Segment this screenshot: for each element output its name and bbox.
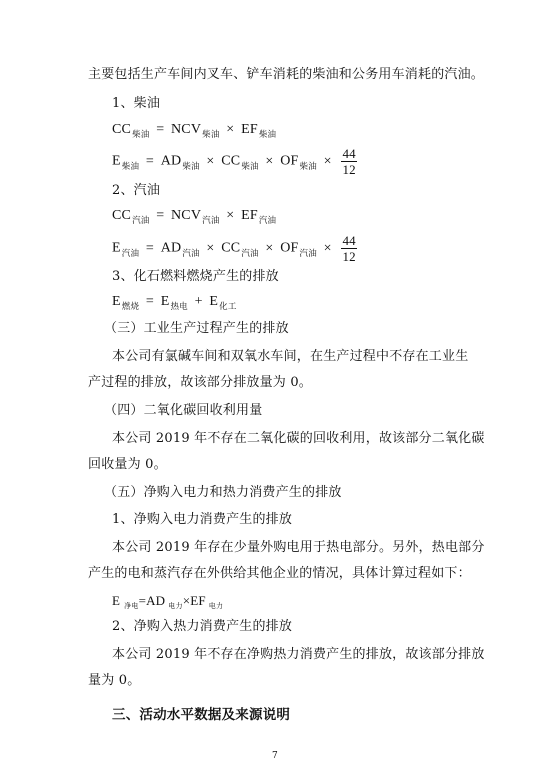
eq-subscript: 汽油 [202,215,220,225]
eq-subscript: 热电 [170,301,188,311]
eq-subscript: 化工 [219,301,237,311]
heading-purchased-heat: 2、净购入热力消费产生的排放 [112,619,293,634]
fraction-numerator: 44 [342,233,356,248]
eq-operator: × [265,153,274,169]
fraction-denominator: 12 [342,162,356,177]
eq-operator: = [145,240,154,256]
eq-operator: = [145,153,154,169]
equation-e-gasoline [112,233,357,264]
heading-co2-recovery: （四）二氧化碳回收利用量 [104,403,263,418]
paragraph-elec-line1: 本公司 2019 年存在少量外购电用于热电部分。另外，热电部分 [112,540,485,555]
eq-operator: = [156,122,165,137]
fraction [341,233,356,264]
eq-symbol: CC [221,153,241,169]
eq-subscript: 净电 [124,602,139,610]
eq-operator: × [265,240,274,256]
fraction-denominator: 12 [342,249,356,264]
eq-subscript: 燃烧 [121,301,140,311]
eq-operator: × [206,240,215,256]
eq-operator: = [156,208,165,223]
eq-symbol: ×EF [182,593,206,608]
eq-symbol: CC [112,122,132,137]
eq-symbol: OF [280,153,299,169]
equation-cc-diesel [112,121,276,139]
eq-operator: × [226,208,235,223]
eq-subscript: 汽油 [299,247,317,258]
eq-subscript: 柴油 [299,160,317,171]
equation-e-diesel [112,146,357,177]
paragraph-heat-line2: 量为 0。 [88,673,141,688]
heading-purchased-electricity: 1、净购入电力消费产生的排放 [112,512,293,527]
eq-subscript: 汽油 [182,247,200,258]
eq-subscript: 汽油 [121,247,140,258]
eq-symbol: EF [241,208,258,223]
paragraph-industrial-line1: 本公司有氯碱车间和双氧水车间，在生产过程中不存在工业生 [112,349,469,364]
paragraph-heat-line1: 本公司 2019 年不存在净购热力消费产生的排放，故该部分排放 [112,647,485,662]
heading-gasoline: 2、汽油 [112,183,161,198]
paragraph-co2-line1: 本公司 2019 年不存在二氧化碳的回收利用，故该部分二氧化碳 [112,431,485,446]
eq-subscript: 柴油 [241,160,259,171]
paragraph-industrial-line2: 产过程的排放，故该部分排放量为 0。 [88,375,313,390]
eq-subscript: 柴油 [258,129,277,139]
eq-symbol: E [112,153,121,169]
eq-subscript: 电力 [208,602,224,610]
eq-operator: × [206,153,215,169]
eq-symbol: E [160,294,170,309]
equation-e-net-electricity [112,592,223,612]
eq-symbol: AD [160,240,182,256]
heading-fossil-fuel: 3、化石燃料燃烧产生的排放 [112,269,279,284]
eq-symbol: E [112,294,121,309]
eq-subscript: 电力 [168,602,183,610]
eq-subscript: 汽油 [132,215,150,225]
fraction-numerator: 44 [342,146,356,161]
eq-symbol: CC [221,240,241,256]
heading-diesel: 1、柴油 [112,96,161,111]
eq-operator: × [226,122,235,137]
page-number: 7 [272,751,278,761]
eq-subscript: 汽油 [241,247,259,258]
eq-symbol: =AD [138,593,166,608]
eq-operator: × [323,240,332,256]
eq-subscript: 柴油 [121,160,140,171]
paragraph-elec-line2: 产生的电和蒸汽存在外供给其他企业的情况，具体计算过程如下： [88,566,471,581]
eq-symbol: AD [160,153,182,169]
equation-cc-gasoline [112,207,276,225]
section-heading-activity-data: 三、活动水平数据及来源说明 [112,707,291,723]
eq-symbol: E [112,240,121,256]
eq-subscript: 汽油 [258,215,277,225]
eq-symbol: E [209,294,219,309]
eq-subscript: 柴油 [182,160,200,171]
paragraph-intro: 主要包括生产车间内叉车、铲车消耗的柴油和公务用车消耗的汽油。 [88,67,485,82]
eq-symbol: NCV [171,122,202,137]
eq-subscript: 柴油 [202,129,220,139]
paragraph-co2-line2: 回收量为 0。 [88,457,167,472]
eq-symbol: OF [280,240,299,256]
eq-symbol: EF [241,122,258,137]
heading-purchased-energy: （五）净购入电力和热力消费产生的排放 [104,485,342,500]
eq-subscript: 柴油 [132,129,150,139]
eq-symbol: CC [112,208,132,223]
equation-e-burn [112,293,237,311]
eq-operator: + [194,294,203,309]
fraction [341,146,356,177]
eq-operator: = [145,294,154,309]
heading-industrial-process: （三）工业生产过程产生的排放 [104,321,289,336]
eq-symbol: E [112,593,121,608]
eq-symbol: NCV [171,208,202,223]
eq-operator: × [323,153,332,169]
